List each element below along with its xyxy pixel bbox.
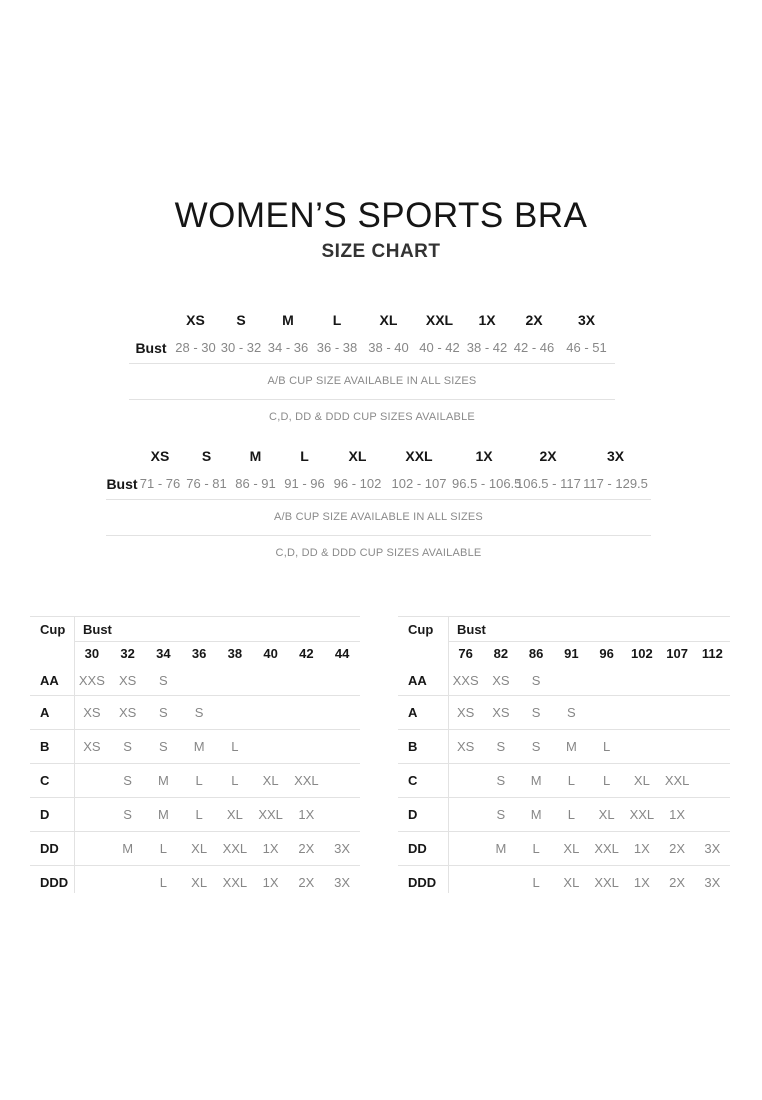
bust-size-header: 36 — [191, 646, 207, 661]
size-cell: XS — [118, 673, 137, 688]
size-cell — [695, 666, 730, 695]
size-cell — [660, 666, 695, 695]
size-cell: L — [195, 807, 203, 822]
size-cell: S — [567, 705, 576, 720]
bust-size-header: 102 — [631, 646, 653, 661]
cup-note-ab: A/B CUP SIZE AVAILABLE IN ALL SIZES — [129, 363, 615, 399]
cup-row-label: DD — [408, 841, 427, 856]
bust-size-header: 38 — [227, 646, 243, 661]
bust-range-value: 117 - 129.5 — [583, 476, 648, 491]
size-cell: L — [159, 875, 167, 890]
size-cell: 1X — [633, 875, 650, 890]
size-cell — [624, 696, 659, 729]
size-cell: 1X — [669, 807, 686, 822]
size-cell — [483, 866, 518, 899]
bust-size-header: 91 — [564, 646, 579, 661]
size-cell: 3X — [334, 875, 351, 890]
size-cell: L — [195, 773, 203, 788]
size-col-header: XXL — [405, 448, 433, 464]
size-cell: XL — [262, 773, 279, 788]
size-col-header: 3X — [577, 312, 596, 328]
bust-row-label: Bust — [106, 476, 138, 492]
size-cell: XL — [598, 807, 615, 822]
size-cell — [324, 696, 360, 729]
size-cell — [110, 866, 146, 899]
size-cell: XL — [191, 875, 208, 890]
size-cell: L — [159, 841, 167, 856]
size-cell — [74, 764, 110, 797]
size-cell — [324, 730, 360, 763]
size-cell: 2X — [669, 841, 686, 856]
size-cell — [695, 764, 730, 797]
size-grid-cm — [106, 443, 651, 499]
bust-range-value: 40 - 42 — [419, 340, 460, 355]
bust-range-value: 36 - 38 — [316, 340, 358, 355]
size-table-cm — [106, 443, 651, 571]
size-cell: XS — [118, 705, 137, 720]
size-cell — [289, 730, 325, 763]
size-col-header: XS — [186, 312, 205, 328]
size-cell: L — [231, 773, 239, 788]
size-cell — [253, 730, 289, 763]
cup-note-cddd: C,D, DD & DDD CUP SIZES AVAILABLE — [106, 535, 651, 571]
cup-row-label: D — [40, 807, 50, 822]
size-cell: L — [532, 875, 540, 890]
size-cell: 1X — [262, 841, 279, 856]
size-cell: M — [495, 841, 507, 856]
size-cell — [324, 798, 360, 831]
size-cell — [253, 696, 289, 729]
size-cell: XL — [633, 773, 650, 788]
size-cell: 1X — [633, 841, 650, 856]
cup-row-dd — [30, 832, 360, 866]
bust-range-value: 42 - 46 — [513, 340, 555, 355]
size-cell: S — [159, 673, 168, 688]
size-cell: 3X — [334, 841, 351, 856]
bust-size-header: 30 — [84, 646, 100, 661]
size-cell: 1X — [298, 807, 315, 822]
cup-col-header: Cup — [408, 622, 434, 637]
size-col-header: XXL — [425, 312, 454, 328]
cup-row-d — [30, 798, 360, 832]
size-col-header: 3X — [606, 448, 625, 464]
size-cell: XXL — [594, 841, 619, 856]
size-cell: XXL — [629, 807, 655, 822]
size-col-header: XS — [150, 448, 170, 464]
size-col-header: 1X — [478, 312, 496, 328]
bust-range-value: 96 - 102 — [333, 476, 382, 491]
bust-size-header: 44 — [334, 646, 350, 661]
cup-size-table-in — [30, 616, 360, 899]
cup-row-label: C — [40, 773, 50, 788]
size-col-header: M — [249, 448, 262, 464]
cup-row-label: AA — [408, 673, 427, 688]
size-cell — [624, 666, 659, 695]
size-col-header: S — [236, 312, 246, 328]
cup-tables-section — [30, 616, 732, 899]
size-cell: L — [567, 773, 575, 788]
size-cell — [695, 730, 730, 763]
size-cell — [660, 696, 695, 729]
size-cell: 1X — [262, 875, 279, 890]
bust-range-value: 34 - 36 — [267, 340, 309, 355]
size-cell: S — [531, 705, 541, 720]
size-cell: XXL — [222, 841, 248, 856]
cup-row-b — [30, 730, 360, 764]
bust-size-header: 82 — [493, 646, 509, 661]
size-col-header: 2X — [539, 448, 557, 464]
size-cell: XXL — [294, 773, 319, 788]
size-cell: L — [603, 773, 611, 788]
bust-size-header: 32 — [120, 646, 135, 661]
size-cell: S — [194, 705, 204, 720]
size-cell: L — [231, 739, 239, 754]
size-cell — [324, 666, 360, 695]
cup-col-header: Cup — [40, 622, 66, 637]
bust-range-value: 76 - 81 — [186, 476, 227, 491]
size-cell: 2X — [298, 841, 315, 856]
size-cell: XL — [563, 841, 580, 856]
size-cell — [448, 764, 483, 797]
size-cell: XL — [226, 807, 243, 822]
bust-range-value: 38 - 40 — [368, 340, 409, 355]
bust-range-value: 91 - 96 — [284, 476, 325, 491]
size-cell — [74, 832, 110, 865]
size-cell — [624, 730, 659, 763]
corner-spacer — [129, 307, 173, 333]
size-cell: XS — [492, 705, 510, 720]
size-cell — [448, 866, 483, 899]
size-cell — [74, 798, 110, 831]
size-cell: M — [122, 841, 134, 856]
size-cell: M — [157, 807, 169, 822]
bust-sizes-row — [30, 642, 360, 666]
cup-size-table-cm — [398, 616, 730, 899]
bust-size-header: 112 — [701, 646, 723, 661]
size-cell — [289, 666, 325, 695]
bust-col-header: Bust — [448, 617, 730, 642]
size-col-header: S — [201, 448, 212, 464]
bust-range-value: 102 - 107 — [391, 476, 447, 491]
size-cell: S — [159, 705, 168, 720]
size-cell — [289, 696, 325, 729]
size-cell: XS — [456, 705, 475, 720]
bust-size-header: 76 — [458, 646, 473, 661]
size-cell — [695, 798, 730, 831]
cup-row-label: C — [408, 773, 418, 788]
size-cell: M — [530, 807, 542, 822]
row-stub — [398, 642, 448, 666]
size-cell — [589, 666, 624, 695]
size-cell: L — [603, 739, 611, 754]
size-cell: S — [531, 673, 541, 688]
size-table-in — [129, 307, 615, 435]
cup-row-a — [30, 696, 360, 730]
size-cell: XXS — [78, 673, 105, 688]
size-cell — [181, 666, 217, 695]
cup-row-label: A — [40, 705, 50, 720]
size-col-header: M — [282, 312, 294, 328]
size-cell: XS — [83, 705, 101, 720]
bust-range-value: 30 - 32 — [220, 340, 262, 355]
cup-row-label: AA — [40, 673, 59, 688]
cup-row-label: DDD — [408, 875, 437, 890]
cup-row-label: DD — [40, 841, 59, 856]
size-cell: XL — [191, 841, 208, 856]
size-col-header: L — [332, 312, 342, 328]
cup-note-ab: A/B CUP SIZE AVAILABLE IN ALL SIZES — [106, 499, 651, 535]
page-title: WOMEN’S SPORTS BRA — [174, 196, 588, 235]
bust-range-value: 96.5 - 106.5 — [452, 476, 522, 491]
size-cell: S — [496, 739, 506, 754]
size-cell: XS — [83, 739, 101, 754]
size-cell: S — [123, 773, 132, 788]
size-cell: XXL — [222, 875, 248, 890]
size-cell: M — [193, 739, 205, 754]
size-cell: 2X — [669, 875, 686, 890]
bust-size-header: 86 — [528, 646, 544, 661]
bust-range-value: 71 - 76 — [139, 476, 181, 491]
cup-row-label: B — [40, 739, 50, 754]
size-col-header: L — [300, 448, 309, 464]
cup-row-ddd — [30, 866, 360, 899]
size-cell — [324, 764, 360, 797]
bust-range-value: 38 - 42 — [466, 340, 508, 355]
size-col-header: 2X — [525, 312, 543, 328]
size-cell — [660, 730, 695, 763]
size-cell — [554, 666, 589, 695]
cup-row-aa — [30, 666, 360, 696]
size-cell — [589, 696, 624, 729]
cup-note-cddd: C,D, DD & DDD CUP SIZES AVAILABLE — [129, 399, 615, 435]
size-cell — [74, 866, 110, 899]
size-cell: L — [567, 807, 575, 822]
size-cell: XXS — [452, 673, 479, 688]
size-col-header: 1X — [475, 448, 493, 464]
size-cell: S — [123, 807, 132, 822]
cup-row-c — [30, 764, 360, 798]
size-cell: XXL — [664, 773, 690, 788]
vertical-divider — [448, 617, 449, 893]
size-col-header: XL — [348, 448, 367, 464]
bust-range-value: 106.5 - 117 — [516, 476, 581, 491]
size-cell: S — [496, 807, 506, 822]
cup-row-label: A — [408, 705, 418, 720]
size-cell: S — [496, 773, 506, 788]
size-cell: XS — [492, 673, 510, 688]
bust-size-header: 42 — [299, 646, 314, 661]
size-cell — [253, 666, 289, 695]
size-cell — [448, 832, 483, 865]
bust-range-value: 28 - 30 — [175, 340, 216, 355]
size-cell: S — [123, 739, 132, 754]
cup-header-row — [30, 617, 360, 642]
bust-col-header: Bust — [74, 617, 360, 642]
page-subtitle: SIZE CHART — [321, 241, 441, 262]
size-cell: M — [565, 739, 577, 754]
size-cell: S — [159, 739, 168, 754]
size-cell: 2X — [298, 875, 315, 890]
size-cell: XL — [563, 875, 580, 890]
bust-size-header: 96 — [599, 646, 614, 661]
size-cell — [217, 696, 253, 729]
bust-size-header: 34 — [156, 646, 171, 661]
size-cell: M — [530, 773, 542, 788]
size-cell: XXL — [594, 875, 619, 890]
size-cell: L — [532, 841, 540, 856]
bust-range-value: 46 - 51 — [566, 340, 607, 355]
row-stub — [30, 642, 74, 666]
size-cell: 3X — [704, 841, 721, 856]
size-cell — [448, 798, 483, 831]
cup-row-label: D — [408, 807, 418, 822]
corner-spacer — [106, 443, 138, 469]
cup-row-label: DDD — [40, 875, 69, 890]
bust-row-label: Bust — [135, 340, 167, 356]
size-cell: XXL — [258, 807, 283, 822]
bust-size-header: 40 — [263, 646, 278, 661]
cup-row-label: B — [408, 739, 418, 754]
bust-size-header: 107 — [666, 646, 688, 661]
size-cell — [217, 666, 253, 695]
bust-range-value: 86 - 91 — [235, 476, 276, 491]
size-grid-in — [129, 307, 615, 363]
vertical-divider — [74, 617, 75, 893]
size-cell: S — [531, 739, 541, 754]
size-cell: XS — [456, 739, 475, 754]
size-cell: 3X — [704, 875, 721, 890]
size-cell: M — [157, 773, 169, 788]
size-cell — [695, 696, 730, 729]
size-col-header: XL — [379, 312, 398, 328]
